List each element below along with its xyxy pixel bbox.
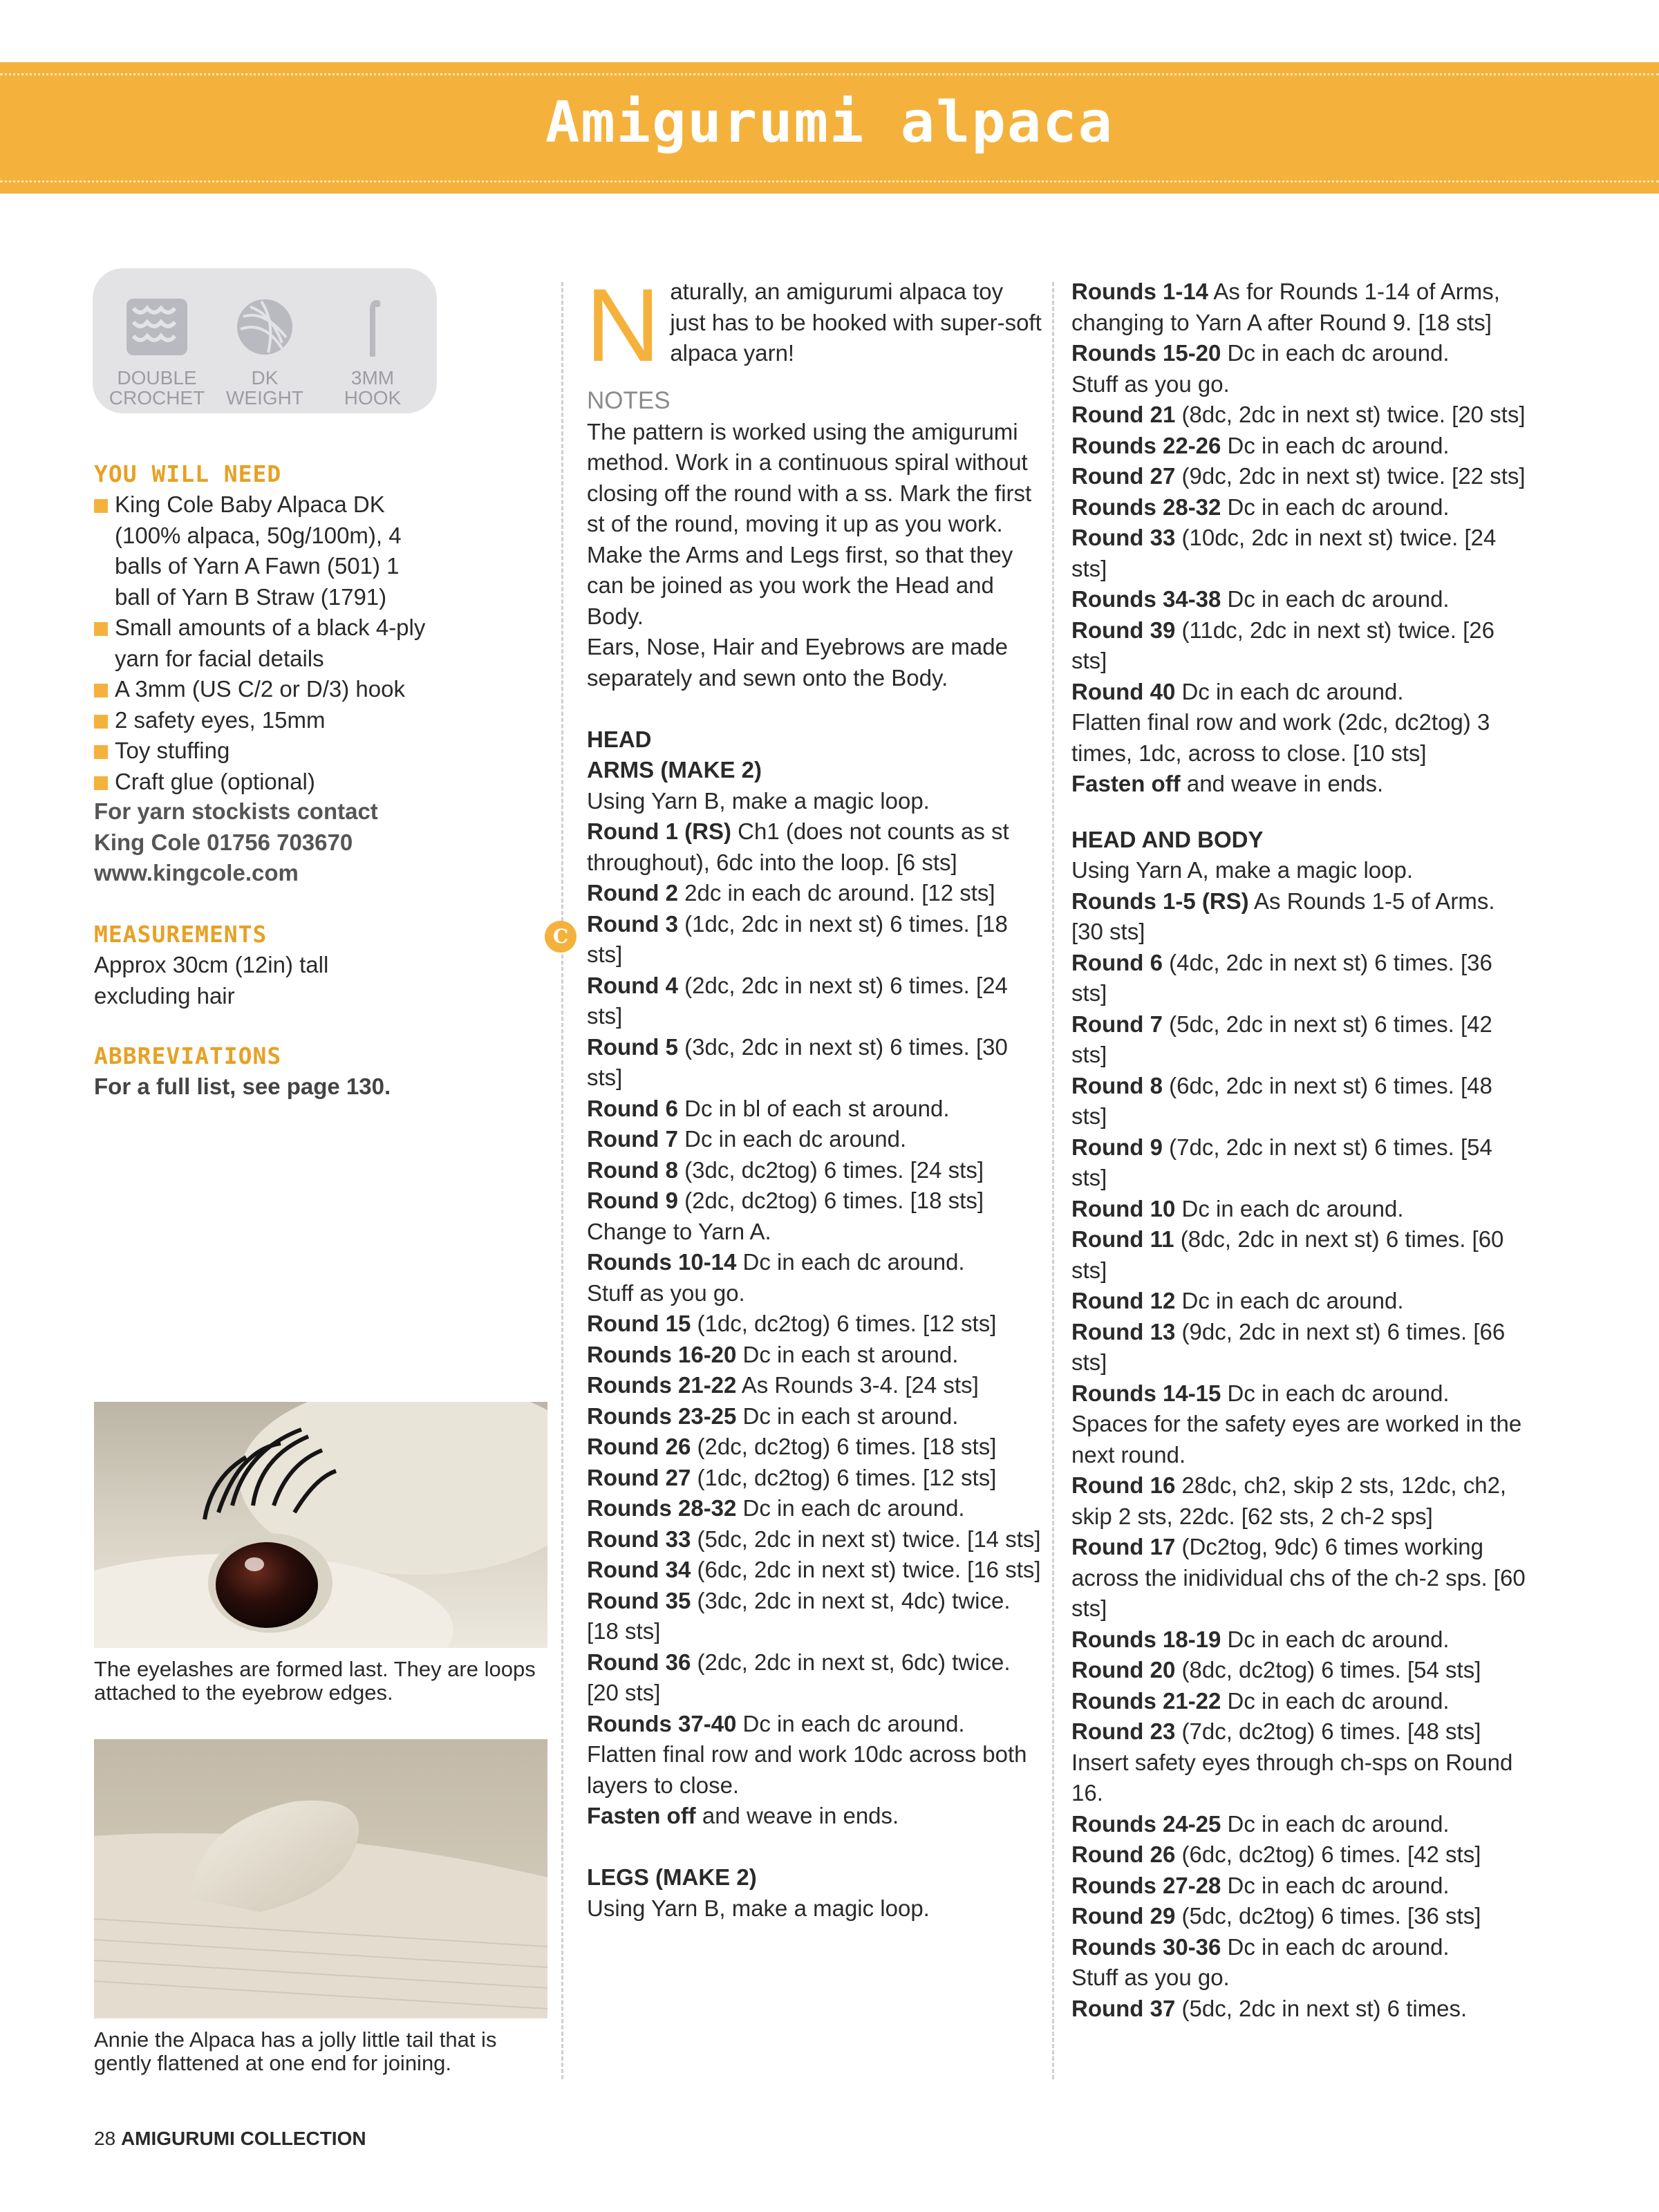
notes-paragraph: The pattern is worked using the amigurumi method. Work in a continuous spiral without closing off the round with a ss. Mark the first st of the round, moving it up as you work. [587,418,1032,536]
round-label: Round 11 [1071,1226,1174,1252]
round-text: As Rounds 3-4. [24 sts] [736,1372,979,1398]
round-instruction [587,1555,1043,1586]
round-label: Round 13 [1071,1318,1176,1344]
round-text: (7dc, dc2tog) 6 times. [48 sts] [1175,1718,1481,1744]
round-text: Dc in each dc around. [1221,1872,1450,1898]
round-text: Dc in each dc around. [736,1495,965,1521]
round-label: Round 4 [587,972,678,998]
round-text: Dc in each dc around. [677,1126,907,1152]
round-instruction [587,909,1043,971]
round-text: Dc in each dc around. [736,1710,965,1736]
round-text: (1dc, 2dc in next st) 6 times. [18 sts] [587,910,1008,967]
tail-closeup-photo [94,1739,547,2018]
round-label: Round 17 [1071,1534,1176,1559]
round-instruction [1071,584,1528,615]
round-instruction [1071,1809,1528,1840]
round-label: Round 23 [1071,1718,1176,1744]
list-item: 2 safety eyes, 15mm [94,705,481,736]
round-label: Round 9 [1071,1134,1163,1160]
round-label: Round 6 [1071,949,1163,975]
list-item: Small amounts of a black 4-ply yarn for facial details [94,612,453,674]
round-text: (8dc, 2dc in next st) twice. [20 sts] [1175,402,1526,427]
round-instruction [587,1739,1043,1801]
round-instruction [1071,1532,1528,1624]
round-text: and weave in ends. [695,1803,899,1828]
round-label: Round 27 [1071,463,1176,489]
round-instruction [1071,948,1528,1009]
round-instruction [1071,1716,1528,1747]
round-instruction [1071,1132,1528,1194]
drop-cap: N [585,267,661,383]
round-label: Round 33 [587,1526,691,1552]
round-label: Rounds 37-40 [587,1710,737,1736]
round-text: (3dc, 2dc in next st) 6 times. [30 sts] [587,1033,1008,1090]
round-instruction [1071,1839,1528,1871]
round-text: Dc in bl of each st around. [677,1095,950,1121]
pattern-info-badge [93,268,437,413]
round-text: (2dc, 2dc in next st) 6 times. [24 sts] [587,972,1008,1029]
round-label: Round 8 [1071,1072,1163,1098]
round-text: (2dc, 2dc in next st, 6dc) twice. [20 sts] [587,1649,1011,1705]
list-item: Craft glue (optional) [94,767,481,798]
photo-caption: Annie the Alpaca has a jolly little tail that is gently flattened at one end for joining. [94,2027,497,2075]
page-title: Amigurumi alpaca [545,90,1114,156]
round-label: Round 26 [1071,1841,1176,1867]
round-label: Round 36 [587,1649,691,1675]
round-label: Round 29 [1071,1903,1176,1929]
round-label: Round 8 [587,1156,678,1183]
round-instruction [1071,1194,1528,1225]
round-instruction [1071,1409,1528,1470]
badge-item-stitch [105,296,209,408]
round-text: 28dc, ch2, skip 2 sts, 12dc, ch2, skip 2 sts, 22dc. [62 sts, 2 ch-2 sps] [1071,1472,1507,1529]
round-text: Dc in each dc around. [1221,1687,1450,1714]
head-and-body-rounds [1071,886,1528,2025]
round-label: Round 34 [587,1557,691,1582]
notes-paragraph: Make the Arms and Legs first, so that they can be joined as you work the Head and Body. [587,541,1013,629]
round-label: Round 40 [1071,678,1176,704]
round-instruction [587,1524,1043,1555]
round-instruction [587,1155,1043,1186]
eye-closeup-photo [94,1402,547,1648]
round-instruction [587,1370,1043,1401]
round-label: Round 5 [587,1033,678,1060]
round-text: (5dc, dc2tog) 6 times. [36 sts] [1175,1903,1481,1929]
round-text: (8dc, dc2tog) 6 times. [54 sts] [1175,1657,1481,1683]
round-instruction [587,1340,1043,1371]
round-label: Round 39 [1071,617,1176,643]
round-label: Fasten off [1071,771,1181,796]
round-label: Rounds 15-20 [1071,340,1221,366]
round-text: (5dc, 2dc in next st) twice. [14 sts] [691,1526,1041,1552]
round-instruction [1071,1871,1528,1902]
crochet-hook-icon [359,296,386,358]
round-label: Round 20 [1071,1657,1176,1683]
round-instruction [1071,1932,1528,1963]
pattern-column-middle [585,267,1043,1924]
arms-heading: ARMS (MAKE 2) [587,757,762,782]
round-text: Dc in each st around. [736,1341,959,1367]
measurements-heading: MEASUREMENTS [94,921,268,948]
round-text: Dc in each dc around. [1221,1933,1450,1960]
round-text: Stuff as you go. [1071,1965,1230,1990]
round-instruction [587,971,1043,1032]
round-label: Round 37 [1071,1995,1176,2021]
round-label: Round 10 [1071,1195,1176,1221]
round-label: Rounds 10-14 [587,1249,737,1275]
head-section-heading: HEAD [587,726,652,752]
list-item: King Cole Baby Alpaca DK (100% alpaca, 50g/100m), 4 balls of Yarn A Fawn (501) 1 ball of Yarn B Straw (1791) [94,489,412,612]
round-instruction [587,816,1043,878]
badge-item-hook [321,296,424,408]
round-instruction [1071,276,1528,338]
pattern-column-right [1071,276,1528,2024]
you-will-need-heading: YOU WILL NEED [94,460,282,487]
round-instruction [1071,523,1528,584]
round-instruction [1071,1994,1528,2025]
magazine-title: AMIGURUMI COLLECTION [120,2128,366,2149]
round-text: (9dc, 2dc in next st) twice. [22 sts] [1175,463,1526,489]
round-text: Dc in each dc around. [1175,1288,1404,1313]
round-instruction [587,1278,1043,1309]
round-text: (8dc, 2dc in next st) 6 times. [60 sts] [1071,1226,1504,1283]
round-text: Dc in each dc around. [1175,678,1404,704]
yarn-stockist-info: For yarn stockists contact King Cole 01756 703670 www.kingcole.com [94,798,378,885]
page-footer [94,2128,366,2150]
round-label: Rounds 23-25 [587,1403,737,1429]
round-text: Change to Yarn A. [587,1218,771,1244]
round-label: Round 15 [587,1311,691,1336]
banner-dotted-line [0,73,1659,75]
round-instruction [1071,1317,1528,1378]
column-divider [561,282,563,2079]
column-divider [1052,282,1054,2079]
round-instruction [1071,1901,1528,1932]
round-label: Rounds 1-5 (RS) [1071,888,1249,914]
round-text: Dc in each dc around. [1221,494,1450,520]
round-instruction [587,878,1043,909]
round-label: Rounds 22-26 [1071,432,1221,458]
round-text: (1dc, dc2tog) 6 times. [12 sts] [691,1311,997,1336]
round-text: Flatten final row and work 10dc across both layers to close. [587,1741,1027,1798]
round-text: Dc in each dc around. [1221,1810,1450,1837]
round-text: (6dc, 2dc in next st) twice. [16 sts] [691,1557,1041,1582]
round-label: Rounds 1-14 [1071,279,1209,304]
round-instruction [587,1401,1043,1432]
round-label: Rounds 14-15 [1071,1380,1221,1406]
badge-label-hook: 3MM HOOK [344,367,402,409]
round-label: Round 12 [1071,1288,1176,1313]
round-instruction [1071,431,1528,462]
banner-dotted-line [0,180,1659,182]
arms-rounds [587,816,1043,1832]
round-text: Dc in each dc around. [736,1249,965,1275]
round-instruction [1071,677,1528,708]
head-and-body-heading: HEAD AND BODY [1071,826,1264,852]
round-label: Rounds 34-38 [1071,586,1221,612]
round-label: Round 26 [587,1434,691,1459]
round-label: Rounds 21-22 [587,1372,737,1398]
materials-list [94,489,481,797]
round-text: (3dc, 2dc in next st, 4dc) twice. [18 sts] [587,1587,1011,1644]
round-instruction [1071,1071,1528,1132]
round-text: As for Rounds 1-14 of Arms, changing to Yarn A after Round 9. [18 sts] [1071,279,1500,335]
round-text: (Dc2tog, 9dc) 6 times working across the inidividual chs of the ch-2 sps. [60 sts] [1071,1534,1526,1621]
round-instruction [587,1647,1043,1709]
round-text: Dc in each dc around. [1221,586,1450,612]
round-text: (11dc, 2dc in next st) twice. [26 sts] [1071,617,1494,673]
head-and-body-intro: Using Yarn A, make a magic loop. [1071,857,1414,883]
round-text: Dc in each dc around. [1221,1626,1450,1652]
round-text: and weave in ends. [1180,771,1384,796]
round-text: (9dc, 2dc in next st) 6 times. [66 sts] [1071,1318,1506,1375]
round-label: Rounds 24-25 [1071,1810,1221,1837]
round-label: Round 33 [1071,525,1176,550]
round-text: Insert safety eyes through ch-sps on Round 16. [1071,1749,1513,1806]
round-instruction [1071,769,1528,800]
round-instruction [1071,1962,1528,1994]
round-label: Rounds 30-36 [1071,1933,1221,1960]
list-item: Toy stuffing [94,735,481,767]
legs-intro: Using Yarn B, make a magic loop. [587,1895,930,1921]
round-text: (2dc, dc2tog) 6 times. [18 sts] [691,1434,997,1459]
intro-paragraph: N aturally, an amigurumi alpaca toy just has to be hooked with super-soft alpaca yarn! [585,267,1042,383]
round-text: (4dc, 2dc in next st) 6 times. [36 sts] [1071,949,1492,1006]
yarn-ball-icon [234,296,296,358]
round-text: Stuff as you go. [1071,371,1230,397]
badge-label-stitch: DOUBLE CROCHET [109,367,205,409]
round-instruction [587,1247,1043,1278]
badge-label-weight: DK WEIGHT [226,367,303,409]
abbreviations-heading: ABBREVIATIONS [94,1042,282,1069]
legs-rounds [1071,276,1528,800]
round-instruction [1071,1655,1528,1686]
round-label: Rounds 28-32 [1071,494,1221,520]
round-label: Rounds 21-22 [1071,1687,1221,1714]
round-label: Round 6 [587,1095,678,1121]
badge-item-weight [213,296,317,408]
round-instruction [1071,707,1528,769]
round-instruction [587,1709,1043,1740]
round-text: Dc in each dc around. [1221,432,1450,458]
round-label: Round 21 [1071,402,1176,427]
round-instruction [587,1124,1043,1155]
round-instruction [1071,1624,1528,1656]
round-label: Round 7 [587,1126,678,1152]
round-label: Round 7 [1071,1011,1163,1037]
round-instruction [1071,1286,1528,1317]
round-text: (6dc, 2dc in next st) 6 times. [48 sts] [1071,1072,1492,1129]
round-text: (5dc, 2dc in next st) 6 times. [42 sts] [1071,1011,1492,1067]
round-instruction [587,1586,1043,1647]
round-instruction [1071,338,1528,369]
round-text: (7dc, 2dc in next st) 6 times. [54 sts] [1071,1134,1492,1190]
round-text: (10dc, 2dc in next st) twice. [24 sts] [1071,525,1497,581]
round-label: Round 2 [587,880,678,906]
round-label: Round 27 [587,1464,691,1490]
round-label: Rounds 27-28 [1071,1872,1221,1898]
round-text: Dc in each dc around. [1221,340,1450,366]
abbreviations-text: For a full list, see page 130. [94,1074,391,1099]
round-text: 2dc in each dc around. [12 sts] [677,880,995,906]
round-label: Round 16 [1071,1472,1176,1498]
round-label: Rounds 18-19 [1071,1626,1221,1652]
round-label: Round 9 [587,1188,678,1213]
round-instruction [1071,1224,1528,1286]
round-label: Round 3 [587,910,678,937]
legs-heading: LEGS (MAKE 2) [587,1864,757,1890]
round-text: Ch1 (does not counts as st throughout), 6dc into the loop. [6 sts] [587,818,1009,875]
round-instruction [587,1493,1043,1524]
round-label: Round 35 [587,1587,691,1613]
round-text: As Rounds 1-5 of Arms. [30 sts] [1071,888,1495,944]
round-instruction [587,1185,1043,1217]
round-instruction [1071,1747,1528,1809]
round-instruction [587,1432,1043,1463]
round-label: Round 1 (RS) [587,818,731,844]
round-text: Dc in each st around. [736,1403,959,1429]
measurements-text: Approx 30cm (12in) tall excluding hair [94,952,329,1009]
round-instruction [1071,1378,1528,1409]
round-label: Fasten off [587,1803,696,1828]
round-instruction [587,1801,1043,1832]
round-instruction [1071,492,1528,523]
round-text: (6dc, dc2tog) 6 times. [42 sts] [1175,1841,1481,1867]
round-text: Dc in each dc around. [1221,1380,1450,1406]
notes-heading: NOTES [587,387,671,414]
round-instruction [587,1309,1043,1340]
round-text: Dc in each dc around. [1175,1195,1404,1221]
round-instruction [1071,886,1528,948]
arms-intro: Using Yarn B, make a magic loop. [587,787,930,814]
page-number: 28 [94,2128,116,2149]
round-text: Stuff as you go. [587,1280,745,1306]
photo-caption: The eyelashes are formed last. They are loops attached to the eyebrow edges. [94,1657,536,1705]
round-instruction [1071,1686,1528,1717]
round-instruction [1071,615,1528,677]
round-text: Flatten final row and work (2dc, dc2tog) 3 times, 1dc, across to close. [10 sts] [1071,709,1490,766]
round-instruction [1071,1470,1528,1532]
round-instruction [1071,1009,1528,1071]
round-instruction [587,1217,1043,1248]
notes-paragraph: Ears, Nose, Hair and Eyebrows are made separately and sewn onto the Body. [587,634,1008,691]
round-label: Rounds 16-20 [587,1341,737,1367]
list-item: A 3mm (US C/2 or D/3) hook [94,674,481,705]
round-text: Spaces for the safety eyes are worked in the next round. [1071,1411,1522,1468]
title-banner [0,62,1659,194]
round-instruction [587,1094,1043,1125]
round-label: Rounds 28-32 [587,1495,737,1521]
round-text: (1dc, dc2tog) 6 times. [12 sts] [691,1464,997,1490]
round-instruction [587,1032,1043,1094]
round-instruction [1071,369,1528,400]
c-marker-icon: C [545,921,577,953]
round-instruction [1071,461,1528,492]
round-instruction [1071,400,1528,431]
round-text: (5dc, 2dc in next st) 6 times. [1175,1995,1468,2021]
round-text: (3dc, dc2tog) 6 times. [24 sts] [677,1156,984,1183]
double-crochet-stitch-icon [124,296,190,358]
round-text: (2dc, dc2tog) 6 times. [18 sts] [677,1188,984,1213]
round-instruction [587,1463,1043,1494]
